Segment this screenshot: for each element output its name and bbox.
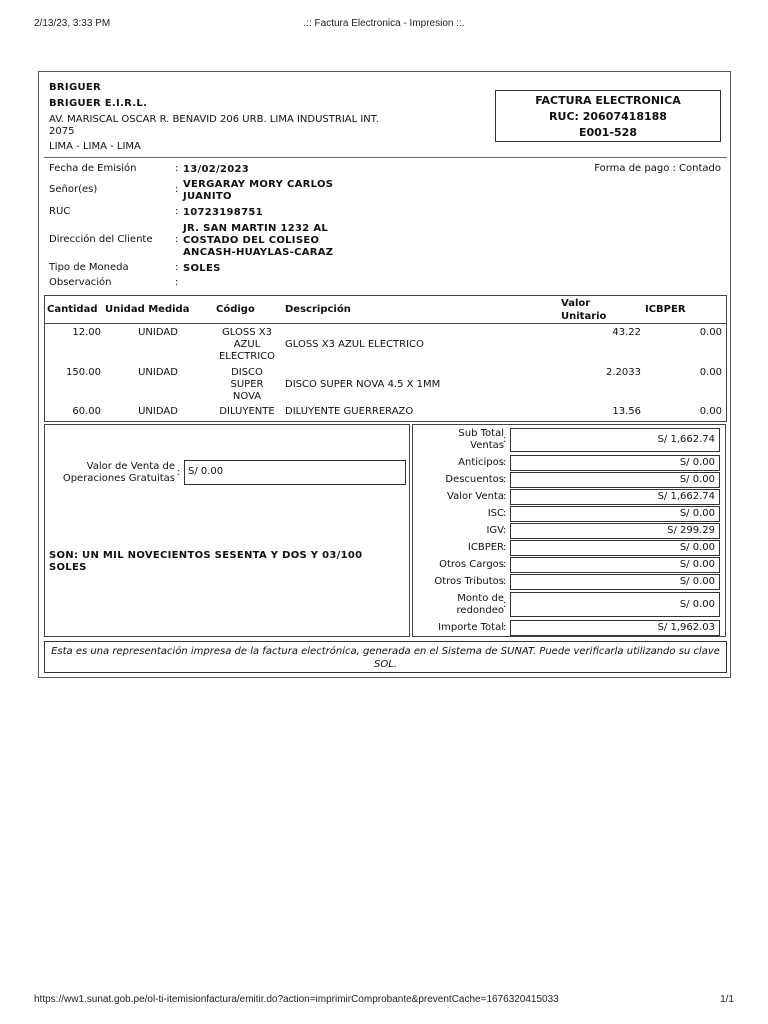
row1-cantidad: 12.00 [72, 327, 101, 338]
colon: : [175, 184, 179, 195]
fecha-value: 13/02/2023 [183, 164, 249, 175]
row1-valor: 43.22 [612, 327, 641, 338]
row3-codigo-l1: DILUYENTE [219, 406, 275, 417]
col-valor-l2: Unitario [561, 311, 607, 322]
colon: : [175, 206, 179, 217]
igv-label: IGV [486, 525, 504, 536]
colon: : [503, 474, 507, 485]
senor-line1: VERGARAY MORY CARLOS [183, 179, 334, 190]
senor-label: Señor(es) [49, 184, 98, 195]
gratuitas-value: S/ 0.00 [188, 466, 224, 477]
col-valor-l1: Valor [561, 298, 591, 309]
left-summary-box [44, 424, 410, 637]
table-header-divider [45, 323, 726, 324]
colon: : [177, 467, 181, 478]
senor-line2: JUANITO [183, 191, 232, 202]
otros-cargos-value: S/ 0.00 [510, 557, 720, 573]
subtotal-label-l1: Sub Total [458, 428, 504, 439]
direccion-line1: JR. SAN MARTIN 1232 AL [183, 223, 329, 234]
descuentos-label: Descuentos [445, 474, 504, 485]
subtotal-value: S/ 1,662.74 [510, 428, 720, 452]
isc-label: ISC [487, 508, 504, 519]
print-page-title: .:: Factura Electronica - Impresion ::. [303, 18, 465, 29]
issuer-name: BRIGUER [49, 82, 102, 93]
importe-total-label: Importe Total [438, 622, 504, 633]
colon: : [503, 559, 507, 570]
colon: : [175, 262, 179, 273]
anticipos-label: Anticipos [458, 457, 504, 468]
redondeo-label-l2: redondeo [456, 605, 504, 616]
colon: : [503, 622, 507, 633]
col-unidad: Unidad Medida [105, 304, 190, 315]
row1-unidad: UNIDAD [138, 327, 178, 338]
row1-codigo-l3: ELECTRICO [218, 351, 276, 362]
print-page-number: 1/1 [720, 994, 734, 1005]
print-url: https://ww1.sunat.gob.pe/ol-ti-itemisionfactura/emitir.do?action=imprimirComprobante&preventCache=1676320415033 [34, 994, 559, 1005]
redondeo-label-l1: Monto de [457, 593, 504, 604]
row3-valor: 13.56 [612, 406, 641, 417]
row1-codigo-l1: GLOSS X3 [222, 327, 272, 338]
observacion-label: Observación [49, 277, 112, 288]
col-descripcion: Descripción [285, 304, 351, 315]
row2-descripcion: DISCO SUPER NOVA 4.5 X 1MM [285, 379, 441, 390]
divider [44, 157, 727, 158]
colon: : [175, 277, 179, 288]
son-line2: SOLES [49, 562, 87, 573]
subtotal-label-l2: Ventas [470, 440, 504, 451]
col-icbper: ICBPER [645, 304, 686, 315]
ruc-label: RUC [49, 206, 71, 217]
colon: : [503, 599, 507, 610]
invoice-number: E001-528 [578, 126, 637, 139]
icbper-label: ICBPER [467, 542, 504, 553]
issuer-address-line2: 2075 [49, 126, 75, 137]
fecha-label: Fecha de Emisión [49, 163, 137, 174]
row2-valor: 2.2033 [606, 367, 641, 378]
importe-total-value: S/ 1,962.03 [510, 620, 720, 636]
colon: : [503, 434, 507, 445]
row1-icbper: 0.00 [699, 327, 722, 338]
colon: : [503, 491, 507, 502]
invoice-ruc: RUC: 20607418188 [549, 110, 667, 123]
ruc-value: 10723198751 [183, 207, 263, 218]
isc-value: S/ 0.00 [510, 506, 720, 522]
otros-tributos-label: Otros Tributos [434, 576, 504, 587]
gratuitas-value-box [184, 460, 406, 485]
row3-unidad: UNIDAD [138, 406, 178, 417]
redondeo-value: S/ 0.00 [510, 592, 720, 617]
anticipos-value: S/ 0.00 [510, 455, 720, 471]
issuer-legal-name: BRIGUER E.I.R.L. [49, 98, 148, 109]
row1-codigo-l2: AZUL [233, 339, 261, 350]
row2-codigo-l3: NOVA [232, 391, 262, 402]
gratuitas-label-l2: Operaciones Gratuitas [62, 473, 175, 484]
row3-cantidad: 60.00 [72, 406, 101, 417]
row2-cantidad: 150.00 [66, 367, 101, 378]
row2-unidad: UNIDAD [138, 367, 178, 378]
row2-codigo-l2: SUPER [230, 379, 264, 390]
issuer-location: LIMA - LIMA - LIMA [49, 141, 141, 152]
descuentos-value: S/ 0.00 [510, 472, 720, 488]
gratuitas-label-l1: Valor de Venta de [86, 461, 175, 472]
moneda-value: SOLES [183, 263, 221, 274]
valor-venta-value: S/ 1,662.74 [510, 489, 720, 505]
row3-icbper: 0.00 [699, 406, 722, 417]
issuer-address-line1: AV. MARISCAL OSCAR R. BENAVID 206 URB. LIMA INDUSTRIAL INT. [49, 114, 379, 125]
moneda-label: Tipo de Moneda [49, 262, 129, 273]
col-codigo: Código [216, 304, 255, 315]
invoice-type: FACTURA ELECTRONICA [535, 94, 681, 107]
row2-codigo-l1: DISCO [231, 367, 263, 378]
otros-tributos-value: S/ 0.00 [510, 574, 720, 590]
direccion-line2: COSTADO DEL COLISEO [183, 235, 320, 246]
legal-note: Esta es una representación impresa de la factura electrónica, generada en el Sistema de SUNAT. Puede verificarla utilizando su clave SOL. [44, 641, 727, 673]
row1-descripcion: GLOSS X3 AZUL ELECTRICO [285, 339, 424, 350]
print-datetime: 2/13/23, 3:33 PM [34, 18, 111, 29]
col-cantidad: Cantidad [47, 304, 98, 315]
colon: : [503, 542, 507, 553]
invoice-id-box [495, 90, 721, 142]
igv-value: S/ 299.29 [510, 523, 720, 539]
colon: : [503, 576, 507, 587]
direccion-line3: ANCASH-HUAYLAS-CARAZ [183, 247, 334, 258]
icbper-value: S/ 0.00 [510, 540, 720, 556]
colon: : [503, 525, 507, 536]
colon: : [503, 508, 507, 519]
direccion-label: Dirección del Cliente [49, 234, 153, 245]
row3-descripcion: DILUYENTE GUERRERAZO [285, 406, 414, 417]
colon: : [503, 457, 507, 468]
valor-venta-label: Valor Venta [447, 491, 504, 502]
son-line1: SON: UN MIL NOVECIENTOS SESENTA Y DOS Y 03/100 [49, 550, 363, 561]
forma-pago: Forma de pago : Contado [594, 163, 721, 174]
colon: : [175, 234, 179, 245]
otros-cargos-label: Otros Cargos [439, 559, 504, 570]
row2-icbper: 0.00 [699, 367, 722, 378]
colon: : [175, 163, 179, 174]
